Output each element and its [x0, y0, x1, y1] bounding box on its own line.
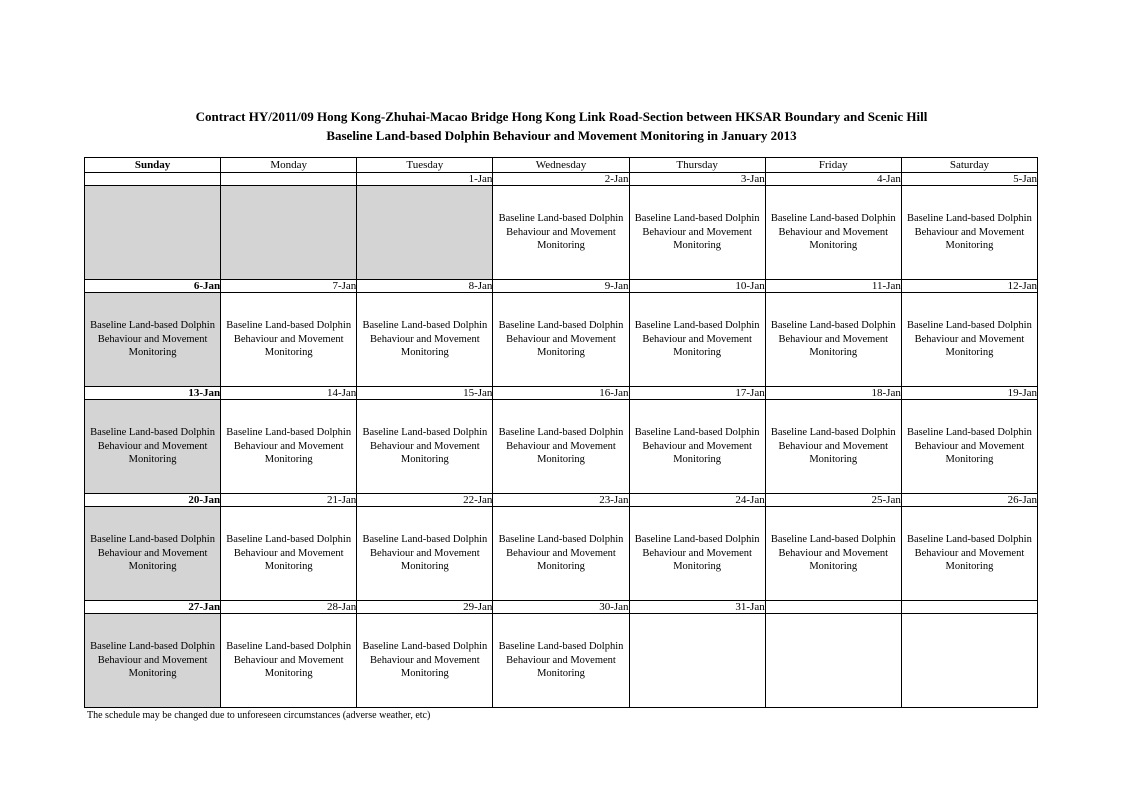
- date-cell: 22-Jan: [357, 494, 493, 507]
- title-line-2: Baseline Land-based Dolphin Behaviour and Movement Monitoring in January 2013: [326, 128, 797, 143]
- event-cell: Baseline Land-based Dolphin Behaviour and Movement Monitoring: [901, 186, 1037, 280]
- event-cell: Baseline Land-based Dolphin Behaviour and Movement Monitoring: [493, 186, 629, 280]
- date-cell: 15-Jan: [357, 387, 493, 400]
- weekday-tuesday: Tuesday: [357, 158, 493, 173]
- title-line-1: Contract HY/2011/09 Hong Kong-Zhuhai-Macao Bridge Hong Kong Link Road-Section between HKSAR Boundary and Scenic Hill: [195, 109, 928, 124]
- date-cell: 13-Jan: [85, 387, 221, 400]
- date-cell: 23-Jan: [493, 494, 629, 507]
- event-cell: Baseline Land-based Dolphin Behaviour and Movement Monitoring: [765, 293, 901, 387]
- event-cell: Baseline Land-based Dolphin Behaviour and Movement Monitoring: [221, 400, 357, 494]
- date-cell: 25-Jan: [765, 494, 901, 507]
- event-cell: Baseline Land-based Dolphin Behaviour and Movement Monitoring: [221, 293, 357, 387]
- date-cell: 4-Jan: [765, 173, 901, 186]
- event-cell: [765, 614, 901, 708]
- event-cell: Baseline Land-based Dolphin Behaviour and Movement Monitoring: [85, 400, 221, 494]
- event-row: [85, 400, 1038, 494]
- date-row: [85, 173, 1038, 186]
- date-cell: 9-Jan: [493, 280, 629, 293]
- date-cell: 21-Jan: [221, 494, 357, 507]
- event-cell: [221, 186, 357, 280]
- date-row: [85, 601, 1038, 614]
- weekday-sunday: Sunday: [85, 158, 221, 173]
- event-cell: Baseline Land-based Dolphin Behaviour and Movement Monitoring: [765, 507, 901, 601]
- date-cell: 31-Jan: [629, 601, 765, 614]
- date-cell: 11-Jan: [765, 280, 901, 293]
- date-cell: 29-Jan: [357, 601, 493, 614]
- event-cell: Baseline Land-based Dolphin Behaviour and Movement Monitoring: [765, 186, 901, 280]
- event-row: [85, 293, 1038, 387]
- date-cell: [221, 173, 357, 186]
- event-cell: Baseline Land-based Dolphin Behaviour and Movement Monitoring: [629, 293, 765, 387]
- event-cell: Baseline Land-based Dolphin Behaviour and Movement Monitoring: [901, 507, 1037, 601]
- weekday-saturday: Saturday: [901, 158, 1037, 173]
- event-cell: [629, 614, 765, 708]
- footnote: The schedule may be changed due to unforeseen circumstances (adverse weather, etc): [87, 710, 431, 721]
- date-cell: 12-Jan: [901, 280, 1037, 293]
- event-cell: Baseline Land-based Dolphin Behaviour and Movement Monitoring: [493, 614, 629, 708]
- date-cell: 19-Jan: [901, 387, 1037, 400]
- event-cell: [357, 186, 493, 280]
- date-cell: 7-Jan: [221, 280, 357, 293]
- date-cell: 8-Jan: [357, 280, 493, 293]
- event-cell: Baseline Land-based Dolphin Behaviour and Movement Monitoring: [85, 507, 221, 601]
- date-cell: 20-Jan: [85, 494, 221, 507]
- date-cell: 28-Jan: [221, 601, 357, 614]
- date-cell: 27-Jan: [85, 601, 221, 614]
- calendar-table: [84, 157, 1038, 708]
- event-cell: Baseline Land-based Dolphin Behaviour and Movement Monitoring: [85, 614, 221, 708]
- event-row: [85, 186, 1038, 280]
- event-cell: Baseline Land-based Dolphin Behaviour and Movement Monitoring: [221, 507, 357, 601]
- event-cell: Baseline Land-based Dolphin Behaviour and Movement Monitoring: [901, 293, 1037, 387]
- event-cell: [901, 614, 1037, 708]
- event-cell: Baseline Land-based Dolphin Behaviour and Movement Monitoring: [493, 507, 629, 601]
- date-cell: [901, 601, 1037, 614]
- weekday-header-row: [85, 158, 1038, 173]
- calendar-body: [85, 173, 1038, 708]
- date-cell: 5-Jan: [901, 173, 1037, 186]
- date-cell: 14-Jan: [221, 387, 357, 400]
- date-row: [85, 280, 1038, 293]
- event-cell: Baseline Land-based Dolphin Behaviour and Movement Monitoring: [357, 507, 493, 601]
- event-cell: Baseline Land-based Dolphin Behaviour and Movement Monitoring: [765, 400, 901, 494]
- event-cell: Baseline Land-based Dolphin Behaviour and Movement Monitoring: [629, 400, 765, 494]
- event-cell: [85, 186, 221, 280]
- date-row: [85, 387, 1038, 400]
- event-row: [85, 507, 1038, 601]
- weekday-friday: Friday: [765, 158, 901, 173]
- date-cell: 16-Jan: [493, 387, 629, 400]
- date-cell: 18-Jan: [765, 387, 901, 400]
- event-cell: Baseline Land-based Dolphin Behaviour and Movement Monitoring: [629, 186, 765, 280]
- date-row: [85, 494, 1038, 507]
- date-cell: 17-Jan: [629, 387, 765, 400]
- date-cell: 30-Jan: [493, 601, 629, 614]
- event-cell: Baseline Land-based Dolphin Behaviour and Movement Monitoring: [357, 293, 493, 387]
- date-cell: 26-Jan: [901, 494, 1037, 507]
- date-cell: 1-Jan: [357, 173, 493, 186]
- event-cell: Baseline Land-based Dolphin Behaviour and Movement Monitoring: [357, 614, 493, 708]
- date-cell: 6-Jan: [85, 280, 221, 293]
- event-cell: Baseline Land-based Dolphin Behaviour and Movement Monitoring: [493, 293, 629, 387]
- event-cell: Baseline Land-based Dolphin Behaviour and Movement Monitoring: [493, 400, 629, 494]
- date-cell: 3-Jan: [629, 173, 765, 186]
- event-cell: Baseline Land-based Dolphin Behaviour and Movement Monitoring: [221, 614, 357, 708]
- event-cell: Baseline Land-based Dolphin Behaviour and Movement Monitoring: [901, 400, 1037, 494]
- date-cell: 10-Jan: [629, 280, 765, 293]
- date-cell: [85, 173, 221, 186]
- date-cell: [765, 601, 901, 614]
- event-cell: Baseline Land-based Dolphin Behaviour and Movement Monitoring: [629, 507, 765, 601]
- weekday-wednesday: Wednesday: [493, 158, 629, 173]
- weekday-monday: Monday: [221, 158, 357, 173]
- weekday-thursday: Thursday: [629, 158, 765, 173]
- event-row: [85, 614, 1038, 708]
- date-cell: 24-Jan: [629, 494, 765, 507]
- event-cell: Baseline Land-based Dolphin Behaviour and Movement Monitoring: [85, 293, 221, 387]
- date-cell: 2-Jan: [493, 173, 629, 186]
- event-cell: Baseline Land-based Dolphin Behaviour and Movement Monitoring: [357, 400, 493, 494]
